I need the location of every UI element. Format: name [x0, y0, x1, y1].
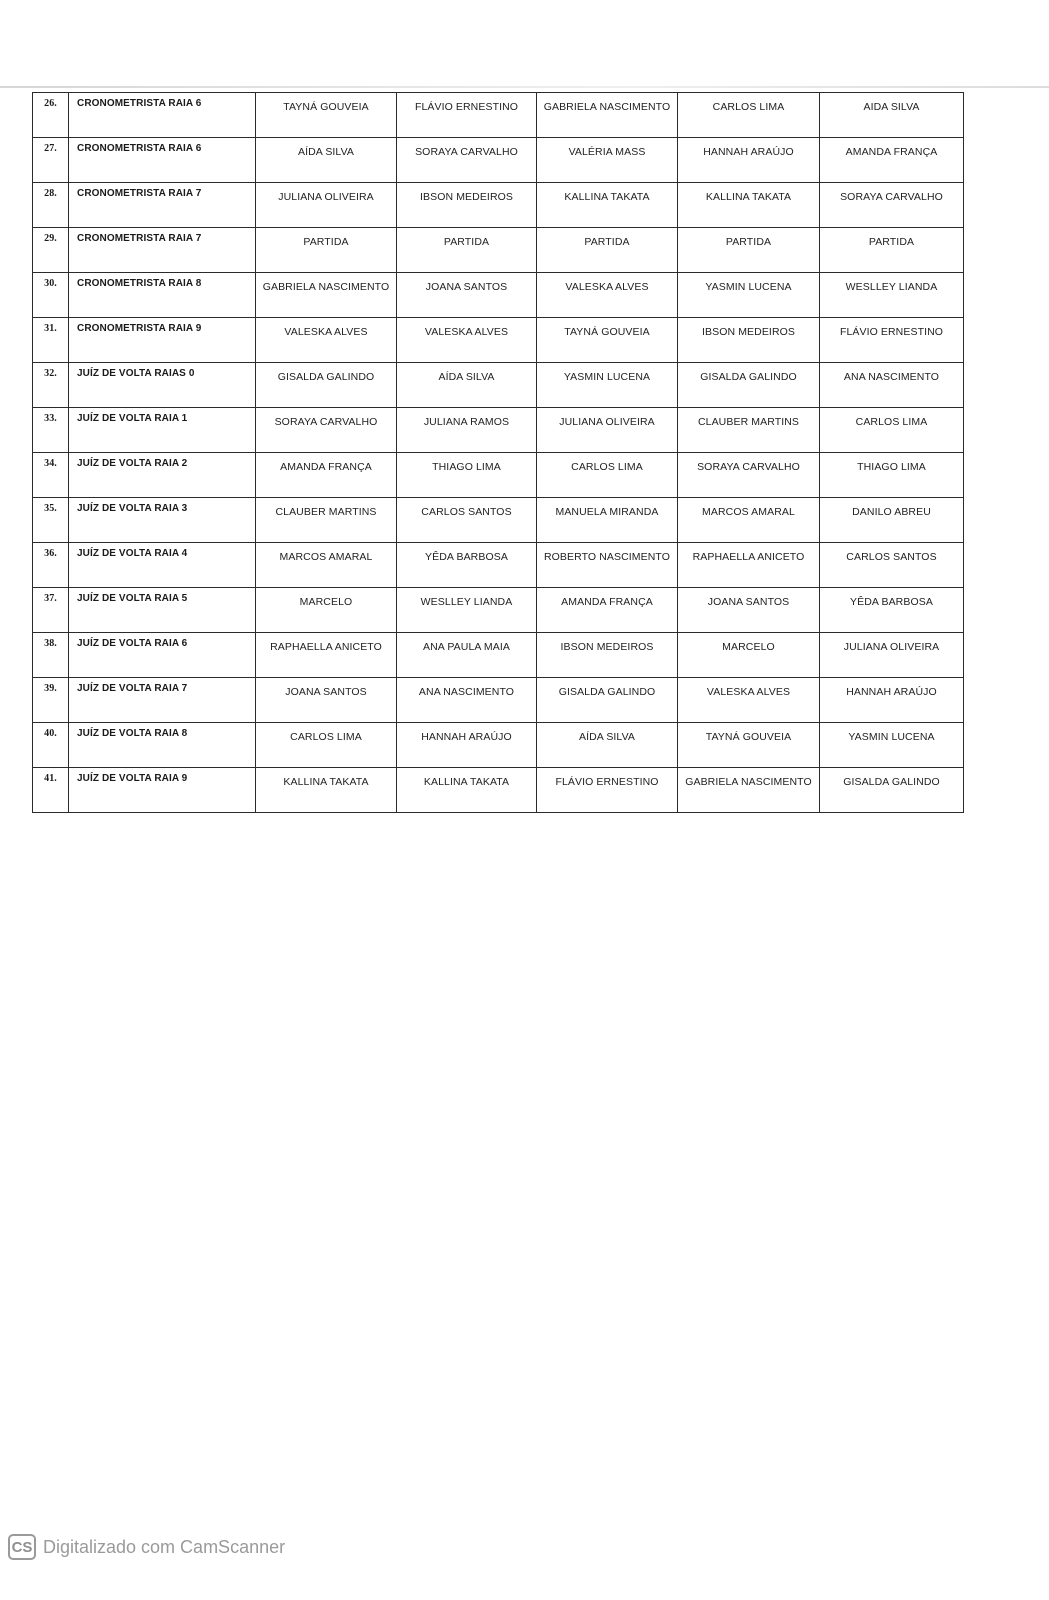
name-cell: GISALDA GALINDO: [678, 363, 820, 408]
name-cell: SORAYA CARVALHO: [820, 183, 964, 228]
name-cell: PARTIDA: [397, 228, 537, 273]
name-cell: CARLOS SANTOS: [820, 543, 964, 588]
role-cell: JUÍZ DE VOLTA RAIA 4: [69, 543, 256, 588]
row-number-cell: 37.: [33, 588, 69, 633]
name-cell: TAYNÁ GOUVEIA: [537, 318, 678, 363]
scan-edge-line: [0, 86, 1049, 88]
role-cell: JUÍZ DE VOLTA RAIA 5: [69, 588, 256, 633]
role-cell: JUÍZ DE VOLTA RAIA 8: [69, 723, 256, 768]
table-row: [33, 273, 964, 318]
role-cell: JUÍZ DE VOLTA RAIA 1: [69, 408, 256, 453]
name-cell: AÍDA SILVA: [537, 723, 678, 768]
role-cell: CRONOMETRISTA RAIA 7: [69, 183, 256, 228]
name-cell: CARLOS SANTOS: [397, 498, 537, 543]
name-cell: TAYNÁ GOUVEIA: [256, 93, 397, 138]
name-cell: CARLOS LIMA: [820, 408, 964, 453]
name-cell: GISALDA GALINDO: [537, 678, 678, 723]
row-number-cell: 28.: [33, 183, 69, 228]
name-cell: AÍDA SILVA: [397, 363, 537, 408]
name-cell: PARTIDA: [256, 228, 397, 273]
table-row: [33, 228, 964, 273]
role-cell: JUÍZ DE VOLTA RAIA 3: [69, 498, 256, 543]
name-cell: MANUELA MIRANDA: [537, 498, 678, 543]
name-cell: ANA PAULA MAIA: [397, 633, 537, 678]
row-number-cell: 41.: [33, 768, 69, 813]
role-cell: JUÍZ DE VOLTA RAIA 9: [69, 768, 256, 813]
row-number-cell: 27.: [33, 138, 69, 183]
name-cell: CARLOS LIMA: [256, 723, 397, 768]
name-cell: JOANA SANTOS: [256, 678, 397, 723]
table-row: [33, 453, 964, 498]
name-cell: JULIANA OLIVEIRA: [820, 633, 964, 678]
name-cell: SORAYA CARVALHO: [397, 138, 537, 183]
name-cell: JULIANA OLIVEIRA: [537, 408, 678, 453]
table-row: [33, 633, 964, 678]
table-row: [33, 183, 964, 228]
name-cell: VALESKA ALVES: [256, 318, 397, 363]
role-cell: JUÍZ DE VOLTA RAIA 6: [69, 633, 256, 678]
row-number-cell: 36.: [33, 543, 69, 588]
watermark-text: Digitalizado com CamScanner: [43, 1536, 286, 1557]
role-cell: CRONOMETRISTA RAIA 6: [69, 138, 256, 183]
name-cell: CARLOS LIMA: [537, 453, 678, 498]
name-cell: GABRIELA NASCIMENTO: [256, 273, 397, 318]
name-cell: ROBERTO NASCIMENTO: [537, 543, 678, 588]
name-cell: AIDA SILVA: [820, 93, 964, 138]
name-cell: VALESKA ALVES: [678, 678, 820, 723]
table-row: [33, 543, 964, 588]
row-number-cell: 39.: [33, 678, 69, 723]
name-cell: SORAYA CARVALHO: [256, 408, 397, 453]
name-cell: GISALDA GALINDO: [256, 363, 397, 408]
name-cell: PARTIDA: [537, 228, 678, 273]
name-cell: VALÉRIA MASS: [537, 138, 678, 183]
name-cell: WESLLEY LIANDA: [820, 273, 964, 318]
row-number-cell: 33.: [33, 408, 69, 453]
table-row: [33, 588, 964, 633]
row-number-cell: 32.: [33, 363, 69, 408]
name-cell: CLAUBER MARTINS: [678, 408, 820, 453]
name-cell: WESLLEY LIANDA: [397, 588, 537, 633]
name-cell: TAYNÁ GOUVEIA: [678, 723, 820, 768]
name-cell: KALLINA TAKATA: [537, 183, 678, 228]
name-cell: GABRIELA NASCIMENTO: [537, 93, 678, 138]
row-number-cell: 30.: [33, 273, 69, 318]
name-cell: ANA NASCIMENTO: [820, 363, 964, 408]
name-cell: KALLINA TAKATA: [397, 768, 537, 813]
table-body: [33, 93, 964, 813]
name-cell: RAPHAELLA ANICETO: [678, 543, 820, 588]
row-number-cell: 34.: [33, 453, 69, 498]
name-cell: AMANDA FRANÇA: [256, 453, 397, 498]
role-cell: CRONOMETRISTA RAIA 8: [69, 273, 256, 318]
role-cell: JUÍZ DE VOLTA RAIAS 0: [69, 363, 256, 408]
name-cell: YASMIN LUCENA: [820, 723, 964, 768]
name-cell: PARTIDA: [678, 228, 820, 273]
table-row: [33, 408, 964, 453]
name-cell: YASMIN LUCENA: [678, 273, 820, 318]
name-cell: KALLINA TAKATA: [678, 183, 820, 228]
name-cell: AMANDA FRANÇA: [820, 138, 964, 183]
name-cell: YASMIN LUCENA: [537, 363, 678, 408]
name-cell: IBSON MEDEIROS: [537, 633, 678, 678]
name-cell: KALLINA TAKATA: [256, 768, 397, 813]
role-cell: CRONOMETRISTA RAIA 7: [69, 228, 256, 273]
name-cell: HANNAH ARAÚJO: [678, 138, 820, 183]
name-cell: JULIANA RAMOS: [397, 408, 537, 453]
table-row: [33, 363, 964, 408]
name-cell: VALESKA ALVES: [537, 273, 678, 318]
table-row: [33, 723, 964, 768]
name-cell: FLÁVIO ERNESTINO: [820, 318, 964, 363]
name-cell: GABRIELA NASCIMENTO: [678, 768, 820, 813]
name-cell: PARTIDA: [820, 228, 964, 273]
table-row: [33, 138, 964, 183]
name-cell: ANA NASCIMENTO: [397, 678, 537, 723]
row-number-cell: 35.: [33, 498, 69, 543]
name-cell: IBSON MEDEIROS: [397, 183, 537, 228]
row-number-cell: 29.: [33, 228, 69, 273]
table-row: [33, 318, 964, 363]
name-cell: JULIANA OLIVEIRA: [256, 183, 397, 228]
role-cell: CRONOMETRISTA RAIA 9: [69, 318, 256, 363]
name-cell: MARCELO: [678, 633, 820, 678]
name-cell: DANILO ABREU: [820, 498, 964, 543]
role-cell: CRONOMETRISTA RAIA 6: [69, 93, 256, 138]
row-number-cell: 38.: [33, 633, 69, 678]
camscanner-watermark: [8, 1531, 285, 1563]
name-cell: THIAGO LIMA: [397, 453, 537, 498]
role-cell: JUÍZ DE VOLTA RAIA 7: [69, 678, 256, 723]
name-cell: HANNAH ARAÚJO: [397, 723, 537, 768]
name-cell: CLAUBER MARTINS: [256, 498, 397, 543]
name-cell: YÊDA BARBOSA: [820, 588, 964, 633]
name-cell: FLÁVIO ERNESTINO: [397, 93, 537, 138]
table-row: [33, 678, 964, 723]
table-row: [33, 93, 964, 138]
name-cell: CARLOS LIMA: [678, 93, 820, 138]
row-number-cell: 31.: [33, 318, 69, 363]
name-cell: THIAGO LIMA: [820, 453, 964, 498]
name-cell: FLÁVIO ERNESTINO: [537, 768, 678, 813]
row-number-cell: 40.: [33, 723, 69, 768]
name-cell: YÊDA BARBOSA: [397, 543, 537, 588]
name-cell: IBSON MEDEIROS: [678, 318, 820, 363]
row-number-cell: 26.: [33, 93, 69, 138]
table-row: [33, 768, 964, 813]
name-cell: AÍDA SILVA: [256, 138, 397, 183]
name-cell: JOANA SANTOS: [678, 588, 820, 633]
name-cell: HANNAH ARAÚJO: [820, 678, 964, 723]
name-cell: AMANDA FRANÇA: [537, 588, 678, 633]
table-row: [33, 498, 964, 543]
role-cell: JUÍZ DE VOLTA RAIA 2: [69, 453, 256, 498]
name-cell: JOANA SANTOS: [397, 273, 537, 318]
name-cell: SORAYA CARVALHO: [678, 453, 820, 498]
name-cell: GISALDA GALINDO: [820, 768, 964, 813]
name-cell: VALESKA ALVES: [397, 318, 537, 363]
name-cell: MARCOS AMARAL: [256, 543, 397, 588]
camscanner-logo-icon: CS: [8, 1534, 36, 1560]
name-cell: MARCOS AMARAL: [678, 498, 820, 543]
schedule-table: [32, 92, 964, 813]
name-cell: MARCELO: [256, 588, 397, 633]
name-cell: RAPHAELLA ANICETO: [256, 633, 397, 678]
